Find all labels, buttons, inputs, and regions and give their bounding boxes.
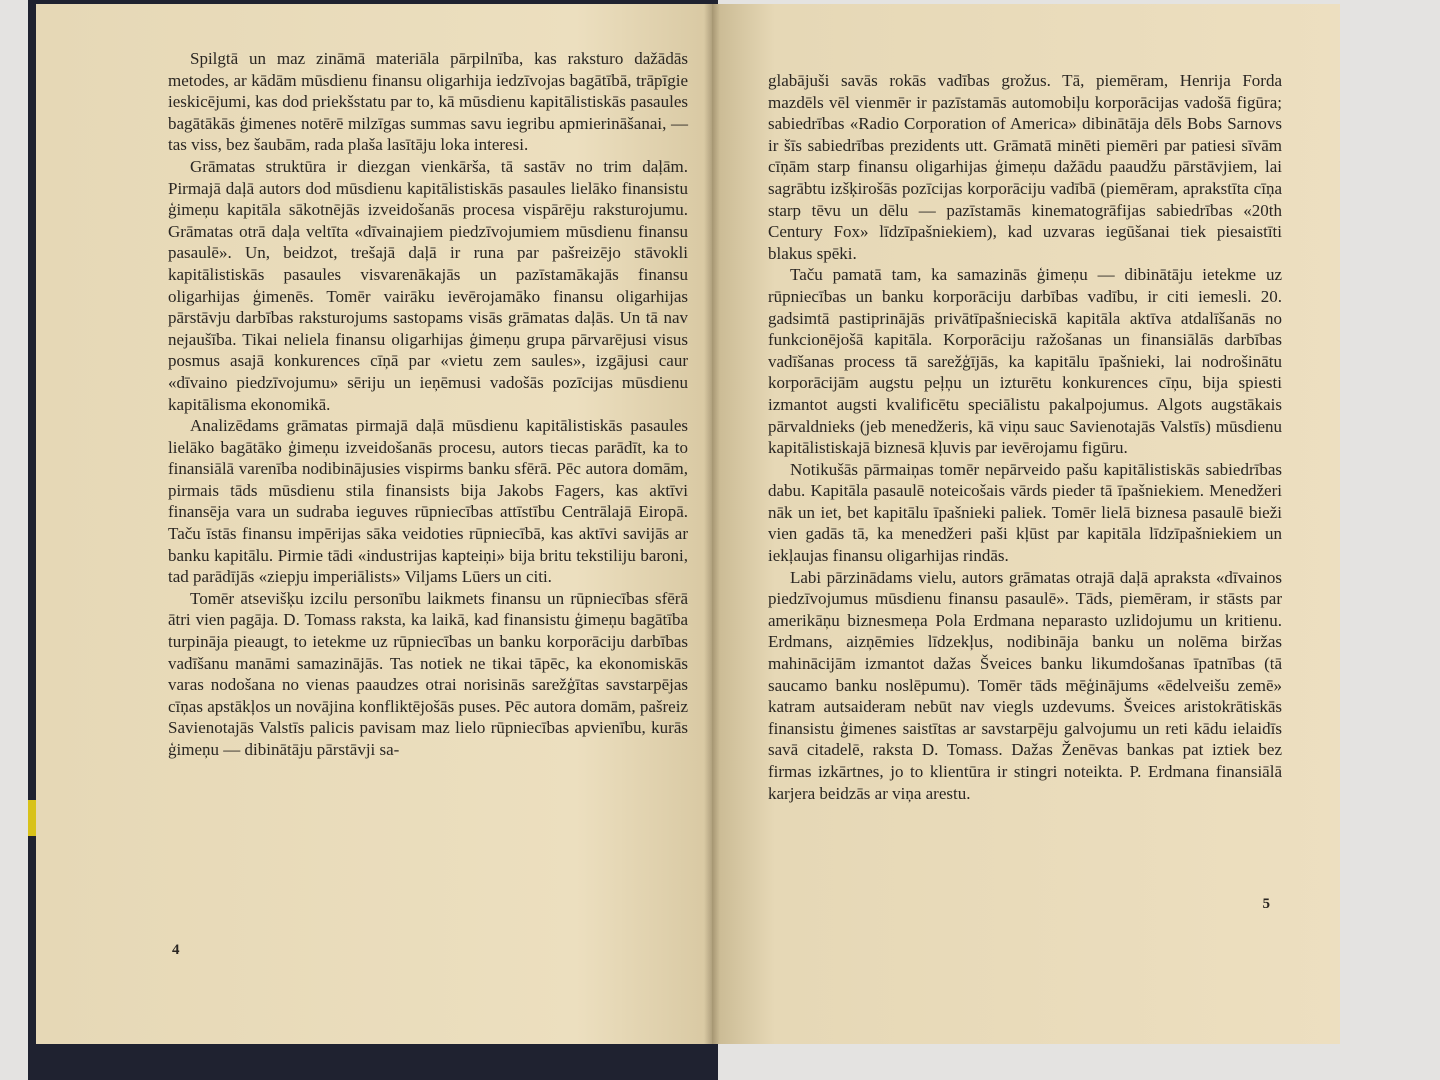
left-paragraph-4: Tomēr atsevišķu izcilu personību laikmets finansu un rūpniecības sfērā ātri vien pagāja. D. Tomass raksta, ka laikā, kad finansistu ģimeņu bagātība turpināja pieaugt, to ietekme uz rūpniecības un banku korporāciju darbības vadīšanu manāmi samazinājās. Tas notiek ne tikai tāpēc, ka ekonomiskās varas nodošana no vienas paaudzes otrai norisinās sarežģītas savstarpējas cīņas apstākļos un novājina konfliktējošās puses. Pēc autora domām, pašreiz Savienotajās Valstīs palicis pavisam maz lielo rūpniecības apvienību, kurās ģimeņu — dibinātāju pārstāvji sa- [168,588,688,759]
left-paragraph-2: Grāmatas struktūra ir diezgan vienkārša, tā sastāv no trim daļām. Pirmajā daļā autors dod mūsdienu kapitālistiskās pasaules lielāko finansistu ģimeņu kapitāla sākotnējās izveidošanās procesa vispārēju raksturojumu. Grāmatas otrā daļa veltīta «dīvainajiem piedzīvojumiem mūsdienu finansu pasaulē». Un, beidzot, trešajā daļā ir runa par pašreizējo stāvokli kapitālistiskās pasaules visvarenākajās un pazīstamākajās finansu oligarhijas ģimenēs. Tomēr vairāku ievērojamāko finansu oligarhijas pārstāvju darbības raksturojums sastopams visās grāmatas daļās. Un tā nav nejaušība. Tikai neliela finansu oligarhijas ģimeņu grupa pārvarējusi visus posmus asajā konkurences cīņā par «vietu zem saules», izgājusi caur «dīvaino piedzīvojumu» sēriju un ieņēmusi vadošās pozīcijas mūsdienu kapitālisma ekonomikā. [168,156,688,414]
left-paragraph-3: Analizēdams grāmatas pirmajā daļā mūsdienu kapitālistiskās pasaules lielāko bagātāko ģimeņu izveidošanās procesu, autors tiecas parādīt, ka to finansiālā varenība nodibinājusies vispirms banku sfērā. Pēc autora domām, pirmais tāds mūsdienu stila finansists bija Jakobs Fagers, kas aktīvi finansēja vara un sudraba ieguves rūpniecības attīstību Centrālajā Eiropā. Taču īstās finansu impērijas sāka veidoties rūpniecībā, kas aktīvi savijās ar banku kapitālu. Pirmie tādi «industrijas kapteiņi» bija britu tekstiliju baroni, tad parādījās «ziepju imperiālists» Viljams Lūers un citi. [168,416,688,587]
right-paragraph-2: Taču pamatā tam, ka samazinās ģimeņu — dibinātāju ietekme uz rūpniecības un banku korporāciju darbības vadību, ir citi iemesli. 20. gadsimtā pastiprinājās privātīpašnieciskā kapitāla aktīva atdalīšanās no funkcionējošā kapitāla. Korporāciju ražošanas un finansiālās darbības vadīšanas process tā sarežģījās, ka kapitālu īpašnieki, lai nodrošinātu korporācijām augstu peļņu un izturētu konkurences cīņu, bija spiesti izmantot augsti kvalificētu speciālistu pakalpojumus. Algots augstākais pārvaldnieks (jeb menedžeris, kā viņu sauc Savienotajās Valstīs) mūsdienu kapitālistiskajā biznesā kļuvis par ievērojamu figūru. [768,265,1282,458]
left-paragraph-1: Spilgtā un maz zināmā materiāla pārpilnība, kas raksturo dažādās metodes, ar kādām mūsdienu finansu oligarhija iedzīvojas bagātībā, trāpīgie ieskicējumi, kas dod priekšstatu par to, kā mūsdienu kapitālistiskās pasaules bagātākās ģimenes notērē milzīgas summas savu iegribu apmierināšanai, — tas viss, bez šaubām, rada plaša lasītāju loka interesi. [168,49,688,155]
right-page-number: 5 [1262,896,1270,912]
book-spread [36,4,1340,1044]
left-page-number: 4 [172,942,180,958]
left-page [36,4,712,1044]
right-page [712,4,1340,1044]
right-paragraph-4: Labi pārzinādams vielu, autors grāmatas otrajā daļā apraksta «dīvainos piedzīvojumus mūsdienu finansu pasaulē». Tāds, piemēram, ir stāsts par amerikāņu biznesmeņa Pola Erdmana neparasto uzlidojumu un kritienu. Erdmans, aizņēmies līdzekļus, nodibināja banku un nolēma biržas mahinācijām izmantot dažas Šveices banku likumdošanas īpatnības (tā saucamo banku noslēpumu). Tomēr tāds mēģinājums «ēdelveišu zemē» katram autsaideram nebūt nav viegls uzdevums. Šveices aristokrātiskās finansistu ģimenes saistītas ar savstarpēju galvojumu un reti kādu ielaidīs savā citadelē, raksta D. Tomass. Dažas Ženēvas bankas pat iztiek bez firmas izkārtnes, jo to klientūra ir stingri noteikta. P. Erdmana finansiālā karjera beidzās ar viņa arestu. [768,567,1282,803]
right-paragraph-1: glabājuši savās rokās vadības grožus. Tā, piemēram, Henrija Forda mazdēls vēl vienmēr ir pazīstamās automobiļu korporācijas vadošā figūra; sabiedrības «Radio Corporation of America» dibinātāja dēls Bobs Sarnovs ir šīs sabiedrības prezidents utt. Grāmatā minēti piemēri par patiesi sīvām cīņām starp finansu oligarhijas ģimeņu dažādu paaudžu pārstāvjiem, lai sagrābtu izšķirošās pozīcijas korporāciju vadībā (piemēram, aprakstīta cīņa starp tēvu un dēlu — pazīstamās kinematogrāfijas sabiedrības «20th Century Fox» līdzīpašniekiem), kad uzvaras iegūšanai tiek piesaistīti blakus spēki. [768,71,1282,263]
right-paragraph-3: Notikušās pārmaiņas tomēr nepārveido pašu kapitālistiskās sabiedrības dabu. Kapitāla pasaulē noteicošais vārds pieder tā īpašniekiem. Menedžeri nāk un iet, bet kapitālu īpašnieki paliek. Tomēr lielā biznesa pasaulē bieži vien gadās tā, ka menedžeri paši kļūst par kapitāla līdzīpašniekiem un iekļaujas finansu oligarhijas rindās. [768,459,1282,566]
book-gutter [704,4,720,1044]
